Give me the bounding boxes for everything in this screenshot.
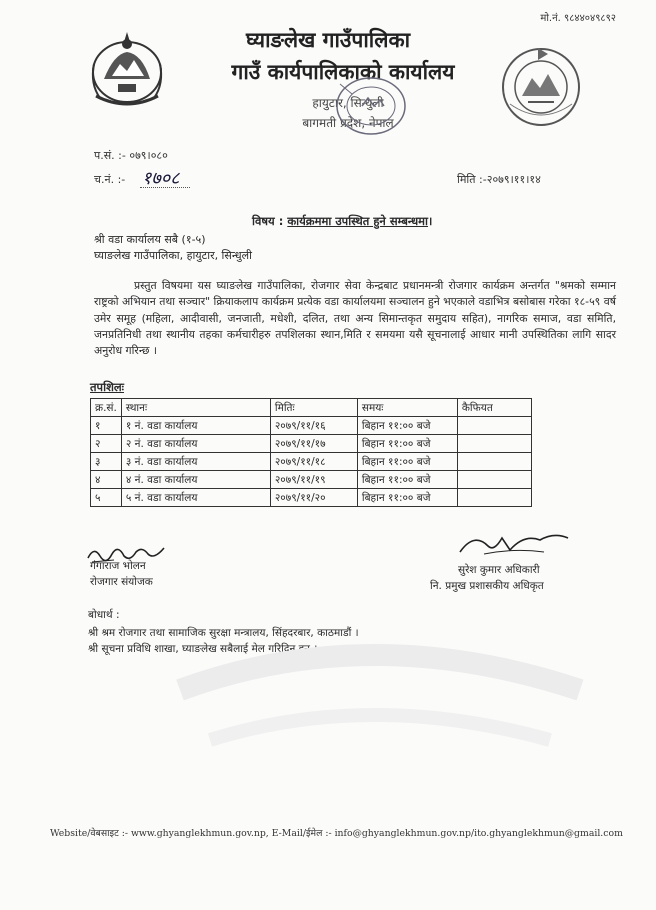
office-name: गाउँ कार्यपालिकाको कार्यालय: [231, 60, 455, 84]
schedule-table: [90, 398, 532, 507]
cell-place: १ नं. वडा कार्यालय: [121, 417, 270, 435]
letter-body: प्रस्तुत विषयमा यस घ्याङलेख गाउँपालिका, रोजगार सेवा केन्द्रबाट प्रधानमन्त्री रोजगार कार्यक्रम अन्तर्गत "श्रमको सम्मान राष्ट्रको अभियान तथा सञ्चार" क्रियाकलाप कार्यक्रम प्रत्येक वडा कार्यालयमा सञ्चालन हुने भएकाले वडाभित्र बसोबास गरेका १८-५९ वर्ष उमेर समूह (महिला, आदीवासी, जनजाती, मधेशी, दलित, तथा अन्य सिमान्तकृत समुदाय सहित), नागरिक समाज, वडा समिति, जनप्रतिनिधी तथा स्थानीय तहका कर्मचारीहरु तपशिलका स्थान,मिति र समयमा यसै सूचनालाई आधार मानी उपस्थितिका लागि सादर अनुरोध गरिन्छ ।: [94, 279, 616, 358]
cc-label: बोधार्थ :: [88, 609, 120, 621]
footer-contact: Website/वेबसाइट :- www.ghyanglekhmun.gov.np, E-Mail/ईमेल :- info@ghyanglekhmun.gov.np/ito.ghyanglekhmun@gmail.com: [50, 828, 623, 839]
cc-line-2: श्री सूचना प्रविधि शाखा, घ्याङलेख सबैलाई मेल गरिदिनु हुन ।: [88, 643, 318, 655]
cell-date: २०७९/११/१८: [270, 453, 357, 471]
left-signatory-name: गंगाराज भोलन: [90, 560, 146, 572]
dispatch-label: च.नं. :-: [94, 173, 126, 186]
cell-place: ५ नं. वडा कार्यालय: [121, 489, 270, 507]
dispatch-number-handwritten: १७०८: [142, 168, 180, 189]
subject-end: ।: [428, 214, 433, 228]
cell-sn: ४: [91, 471, 122, 489]
ps-label: प.सं. :-: [94, 149, 126, 162]
cc-line-1: श्री श्रम रोजगार तथा सामाजिक सुरक्षा मन्त्रालय, सिंहदरबार, काठमाडौं ।: [88, 627, 359, 639]
cell-place: २ नं. वडा कार्यालय: [121, 435, 270, 453]
reference-number: [94, 148, 168, 163]
cell-date: २०७९/११/२०: [270, 489, 357, 507]
cell-date: २०७९/११/१७: [270, 435, 357, 453]
address-line-1: हायुटार, सिन्धुली: [312, 96, 384, 110]
cell-place: ३ नं. वडा कार्यालय: [121, 453, 270, 471]
mobile-number: मो.नं. ९८४४०४९८९२: [540, 13, 616, 24]
subject-text: कार्यक्रममा उपस्थित हुने सम्बन्धमा: [287, 214, 429, 228]
ps-value: ०७९।०८०: [129, 149, 168, 162]
table-heading: तपशिलः: [90, 380, 125, 394]
address-line-2: बागमती प्रदेश, नेपाल: [302, 116, 394, 130]
cell-remarks: [457, 471, 531, 489]
recipient-line-2: घ्याङलेख गाउँपालिका, हायुटार, सिन्धुली: [94, 249, 252, 262]
col-remarks: कैफियत: [457, 399, 531, 417]
cell-sn: २: [91, 435, 122, 453]
cell-remarks: [457, 489, 531, 507]
cell-time: बिहान ११:०० बजे: [357, 471, 457, 489]
municipality-name: घ्याङलेख गाउँपालिका: [245, 28, 411, 52]
right-signature-icon: [454, 528, 574, 558]
right-signatory-title: नि. प्रमुख प्रशासकीय अधिकृत: [430, 580, 544, 592]
table-row: [91, 435, 532, 453]
office-stamp-icon: [326, 76, 416, 142]
date-value: २०७९।११।१४: [486, 173, 541, 186]
col-sn: क्र.सं.: [91, 399, 122, 417]
col-time: समयः: [357, 399, 457, 417]
cell-remarks: [457, 417, 531, 435]
dispatch-underline: [140, 187, 190, 188]
cell-date: २०७९/११/१६: [270, 417, 357, 435]
cell-time: बिहान ११:०० बजे: [357, 417, 457, 435]
recipient-line-1: श्री वडा कार्यालय सबै (१-५): [94, 233, 206, 246]
cell-sn: ५: [91, 489, 122, 507]
letter-date: [457, 172, 541, 187]
subject-line: [252, 214, 432, 229]
subject-label: विषय :: [252, 214, 284, 228]
cell-place: ४ नं. वडा कार्यालय: [121, 471, 270, 489]
cell-sn: १: [91, 417, 122, 435]
cell-remarks: [457, 453, 531, 471]
date-label: मिति :-: [457, 173, 487, 186]
table-row: [91, 453, 532, 471]
cell-time: बिहान ११:०० बजे: [357, 489, 457, 507]
table-header-row: [91, 399, 532, 417]
right-signatory-name: सुरेश कुमार अधिकारी: [458, 564, 540, 576]
table-row: [91, 471, 532, 489]
cell-sn: ३: [91, 453, 122, 471]
cell-remarks: [457, 435, 531, 453]
cell-time: बिहान ११:०० बजे: [357, 435, 457, 453]
municipality-logo-icon: [498, 44, 584, 130]
left-signatory-title: रोजगार संयोजक: [90, 576, 153, 588]
col-place: स्थानः: [121, 399, 270, 417]
cell-date: २०७९/११/१९: [270, 471, 357, 489]
table-row: [91, 489, 532, 507]
watermark-icon: [170, 630, 590, 770]
col-date: मितिः: [270, 399, 357, 417]
table-row: [91, 417, 532, 435]
cell-time: बिहान ११:०० बजे: [357, 453, 457, 471]
